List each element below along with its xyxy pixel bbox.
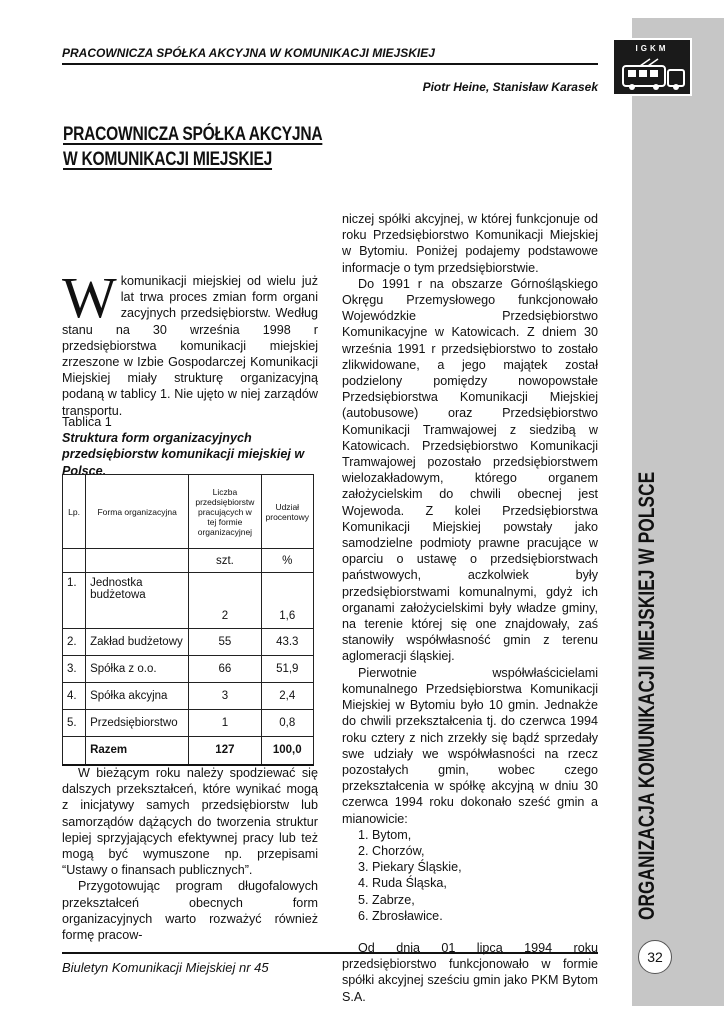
units-empty-lp — [63, 549, 86, 573]
article-title — [63, 122, 322, 172]
header-form: Forma organizacyjna — [86, 475, 189, 549]
list-item: 6. Zbrosławice. — [358, 908, 443, 923]
header-rule — [62, 63, 598, 65]
table-caption — [62, 414, 318, 479]
intro-text: komunikacji miejskiej od wielu już lat trwa proces zmian form organi zacyjnych przedsiębiorstw. Według stanu na 30 września 1998 r przedsiębiorstwa komunikacji miejskiej zrzeszone w Izbie Gospodarczej Komunikacji Miejskiej miały strukturę organizacyjną podaną w tablicy 1. Nie ujęto w niej zarządów transportu. — [62, 274, 318, 418]
cell-form: Spółka z o.o. — [86, 656, 189, 683]
page-number: 32 — [638, 940, 672, 974]
cell-count: 1 — [189, 710, 261, 737]
total-label: Razem — [86, 737, 189, 765]
cell-count: 66 — [189, 656, 261, 683]
list-item: 3. Piekary Śląskie, — [358, 860, 462, 875]
organization-forms-table — [62, 474, 314, 766]
table-label: Tablica 1 — [62, 415, 112, 429]
left-column-bottom — [62, 765, 318, 943]
cell-share: 1,6 — [261, 573, 313, 629]
paragraph: Do 1991 r na obszarze Górnośląskiego Okręgu Przemysłowego funkcjonowało Wojewódzkie Przedsiębiorstwo Komunikacyjne w Katowicach. Z dniem 30 września 1991 r przedsiębiorstwo to zostało zlikwidowane, a jego majątek został podzielony pomiędzy nowopowstałe Przedsiębiorstwa Komunikacji Miejskiej (autobusowe) oraz Przedsiębiorstwo Komunikacji Tramwajowej z siedzibą w Katowicach. Przedsiębiorstwo Komunikacji Tramwajowej pozostało przedsiębiorstwem wielozakładowym, którego organem założycielskim do chwili obecnej jest Wojewoda. Z kolei Przedsiębiorstwa Komunikacji Miejskiej powstały jako samodzielne podmioty prawne pracujące w oparciu o ustawę o przedsiębiorstwach państwowych, aczkolwiek były przedsiębiorstwami komunalnymi, gdyż ich organami założycielskimi były władze gminy, na terenie której się one znajdowały, zaś stanowiły współwłasność gmin z terenu aglomeracji śląskiej. — [342, 276, 598, 664]
footer-rule — [62, 952, 598, 954]
cell-lp: 1. — [63, 573, 86, 629]
cell-form: Przedsiębiorstwo — [86, 710, 189, 737]
list-item: 4. Ruda Śląska, — [358, 876, 447, 891]
cell-share: 2,4 — [261, 683, 313, 710]
drop-cap: W — [62, 265, 117, 330]
table-row — [63, 683, 314, 710]
cell-lp: 2. — [63, 629, 86, 656]
cell-form: Zakład budżetowy — [86, 629, 189, 656]
units-share: % — [261, 549, 313, 573]
cell-count: 3 — [189, 683, 261, 710]
logo-text: IGKM — [635, 44, 669, 53]
list-item: 5. Zabrze, — [358, 892, 415, 907]
table-caption-title: Struktura form organizacyjnych przedsiębiorstw komunikacji miejskiej w Polsce. — [62, 431, 305, 478]
paragraph: Przygotowując program długofalowych przekształceń obecnych form organizacyjnych warto rozważyć również formę pracow- — [62, 879, 318, 943]
igkm-logo — [612, 38, 692, 96]
header-share: Udział procentowy — [261, 475, 313, 549]
running-title: PRACOWNICZA SPÓŁKA AKCYJNA W KOMUNIKACJI MIEJSKIEJ — [62, 46, 435, 60]
paragraph: niczej spółki akcyjnej, w której funkcjonuje od roku Przedsiębiorstwo Komunikacji Miejskiej w Bytomiu. Poniżej podajemy podstawowe informacje o tym przedsiębiorstwie. — [342, 212, 598, 275]
cell-share: 0,8 — [261, 710, 313, 737]
cell-form: Jednostka budżetowa — [86, 573, 189, 629]
tram-bus-icon — [620, 58, 686, 92]
cell-share: 51,9 — [261, 656, 313, 683]
table-row — [63, 656, 314, 683]
units-count: szt. — [189, 549, 261, 573]
header-count: Liczba przedsiębiorstw pracujących w tej formie organizacyjnej — [189, 475, 261, 549]
total-share: 100,0 — [261, 737, 313, 765]
table-header-row — [63, 475, 314, 549]
units-empty-form — [86, 549, 189, 573]
cell-count: 55 — [189, 629, 261, 656]
right-column — [342, 211, 598, 1005]
table-total-row — [63, 737, 314, 765]
table-units-row — [63, 549, 314, 573]
article-title-line1: PRACOWNICZA SPÓŁKA AKCYJNA — [63, 124, 323, 145]
cell-lp: 3. — [63, 656, 86, 683]
paragraph: Od dnia 01 lipca 1994 roku przedsiębiorstwo funkcjonowało w formie spółki akcyjnej sześciu gmin jako PKM Bytom S.A. — [342, 940, 598, 1004]
paragraph: Pierwotnie współwłaścicielami komunalnego Przedsiębiorstwa Komunikacji Miejskiej w Bytomiu było 10 gmin. Jednakże do chwili przekształcenia tj. do czerwca 1994 roku cztery z nich zrzekły się bądź sprzedały swe udziały we współwłasności na rzecz pozostałych gmin, wobec czego przekształcenia w spółkę akcyjną w dniu 30 czerwca 1994 roku dokonało sześć gmin a mianowicie: — [342, 665, 598, 826]
paragraph: W bieżącym roku należy spodziewać się dalszych przekształceń, które wynikać mogą z inicjatywy samych przedsiębiorstw lub samorządów dążących do tworzenia struktur lepiej sprzyjających efektywnej pracy lub też mogą być wymuszone np. przepisami “Ustawy o finansach publicznych”. — [62, 766, 318, 878]
cell-lp-empty — [63, 737, 86, 765]
table-row — [63, 710, 314, 737]
side-banner-text: ORGANIZACJA KOMUNIKACJI MIEJSKIEJ W POLSCE — [634, 471, 659, 920]
list-item: 1. Bytom, — [358, 827, 412, 842]
cell-form: Spółka akcyjna — [86, 683, 189, 710]
article-title-line2: W KOMUNIKACJI MIEJSKIEJ — [63, 149, 273, 170]
list-item: 2. Chorzów, — [358, 843, 425, 858]
table-row — [63, 573, 314, 629]
cell-share: 43.3 — [261, 629, 313, 656]
cell-count: 2 — [189, 573, 261, 629]
intro-paragraph — [62, 265, 318, 419]
authors: Piotr Heine, Stanisław Karasek — [422, 80, 598, 94]
total-count: 127 — [189, 737, 261, 765]
municipalities-list — [342, 827, 598, 924]
table-row — [63, 629, 314, 656]
journal-footer: Biuletyn Komunikacji Miejskiej nr 45 — [62, 960, 269, 975]
cell-lp: 5. — [63, 710, 86, 737]
cell-lp: 4. — [63, 683, 86, 710]
header-lp: Lp. — [63, 475, 86, 549]
